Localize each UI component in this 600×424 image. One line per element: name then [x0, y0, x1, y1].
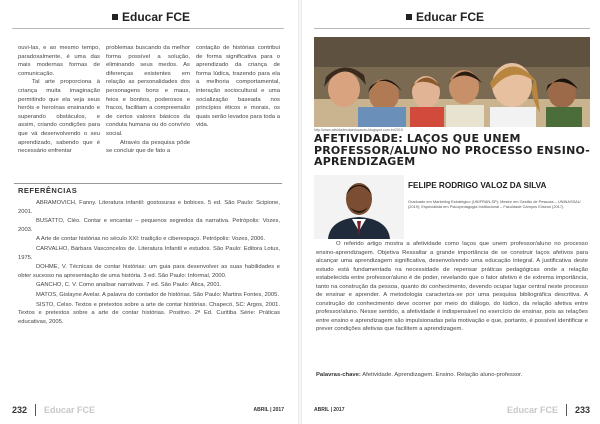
reference-item: BUSATTO, Cléo. Contar e encantar – pequenos segredos da narrativa. Petrópolis: Vozes, 2003. — [18, 218, 280, 233]
article-title: AFETIVIDADE: LAÇOS QUE UNEM PROFESSOR/ALUNO NO PROCESSO ENSINO-APRENDIZAGEM — [314, 132, 591, 168]
paragraph: ouvi-las, e ao mesmo tempo, paradoxalmente, é uma das mais modernas formas de comunicação. — [18, 45, 100, 77]
photo-caption: http://www.atividadesdaeducacao.blogspot.com.br/2015 — [314, 128, 403, 132]
left-footer — [12, 404, 284, 416]
students-illustration — [314, 37, 590, 127]
abstract — [316, 240, 588, 334]
page-number: 232 — [12, 405, 28, 415]
references-title: REFERÊNCIAS — [18, 186, 78, 195]
right-page — [302, 0, 600, 424]
reference-item: SISTO, Celso. Textos e pretextos sobre a arte de contar histórias. Chapecó, SC: Argos, 2001. Textos e pretextos sobre a arte de contar histórias. Positivo. 2ª Ed. Curitiba Série: Práticas educativas, 2005. — [18, 301, 280, 325]
classroom-photo — [314, 37, 590, 127]
keywords-line — [316, 372, 588, 378]
reference-item: ABRAMOVICH, Fanny. Literatura infantil: gostosuras e bobices. 5 ed. São Paulo: Scipione, 2001. — [18, 200, 280, 215]
column-1 — [18, 44, 100, 156]
reference-item: DOHME, V. Técnicas de contar histórias: um guia para desenvolver as suas habilidades e obter sucesso na apresentação de uma história. 3 ed. São Paulo: Informal, 2000. — [18, 264, 280, 279]
page-number: 233 — [574, 405, 590, 415]
left-page — [0, 0, 298, 424]
header-rule — [12, 28, 284, 29]
issue-date: ABRIL | 2017 — [314, 407, 345, 413]
issue-date: ABRIL | 2017 — [253, 407, 284, 413]
paragraph: problemas buscando da melhor forma possível a solução, eliminando seus medos. As diferenças existentes em relação as personalidades dos personagens bons e maus, feios e bonitos, poderosos e fracos, facilitam a compreensão de certos valores básicos da conduta humana ou do convívio social. — [106, 45, 190, 137]
footer-magazine-name: Educar FCE — [44, 405, 96, 415]
left-page-header — [112, 10, 190, 24]
paragraph: Tal arte proporciona à criança muita imaginação permitindo que ela veja seus heróis e heroínas ensinando e superando obstáculos, e assim, criando condições para que vá desenvolvendo o seu aprendizado, sabendo que é necessário enfrentar — [18, 79, 100, 155]
body-columns — [18, 44, 280, 156]
section-divider — [14, 183, 282, 184]
keywords-label: Palavras-chave: — [316, 372, 361, 378]
magazine-name: Educar FCE — [416, 10, 485, 24]
right-page-header — [406, 10, 484, 24]
square-bullet-icon — [112, 14, 118, 20]
reference-item: A Arte de contar histórias no século XXI: tradição e ciberespaço. Petrópolis: Vozes, 2006. — [36, 236, 266, 243]
paragraph: Através da pesquisa pôde se concluir que de fato a — [106, 139, 190, 155]
author-portrait-illustration — [314, 175, 404, 239]
author-name: FELIPE RODRIGO VALOZ DA SILVA — [408, 181, 547, 190]
reference-item: MATOS, Gislayne Avelar. A palavra do contador de histórias. São Paulo: Martins Fontes, 2005. — [36, 291, 279, 298]
references-list — [18, 199, 280, 327]
column-3 — [196, 44, 280, 156]
square-bullet-icon — [406, 14, 412, 20]
abstract-text: O referido artigo mostra a afetividade como laços que unem professor/aluno no processo ensino-aprendizagem. Objetiva Ressaltar a grande importância de se construir laços afetivos para alcançar uma aprendizagem significativa, desenvolvendo uma educação integral. A justificativa deste estudo está fundamentada na necessidade de repensar práticas pedagógicas onde a relação estabelecida entre professor/aluno é de poder, revelando que o fator afetivo é de extrema importância, tanto na construção da pessoa, quanto do conhecimento, devendo ocupar lugar central neste processo de ensinar e aprender. A metodologia caracteriza-se por uma pesquisa bibliográfica descritiva. A construção do conhecimento deve ocorrer por meio do diálogo, do lúdico, da relação afetiva entre professor/aluno. Nesse sentido, a afetividade é indispensável no exercício de ensinar, pois as relações entre ensino e aprendizagem são impulsionadas pela motivação e que, portanto, é possível identificar e prever condições afetivas que facilitem a aprendizagem. — [316, 241, 588, 332]
footer-divider — [35, 404, 36, 416]
header-rule — [314, 28, 590, 29]
author-photo — [314, 175, 404, 239]
paragraph: contação de histórias contribui de forma significativa para o aprendizado da criança de forma lúdica, trazendo para ela a melhoria comportamental, interação sociocultural e uma socialização baseada nos princípios éticos e morais, os quais serão levados para toda a vida. — [196, 45, 280, 129]
keywords-text: Afetividade. Aprendizagem. Ensino. Relação aluno-professor. — [362, 372, 523, 378]
right-footer — [314, 404, 590, 416]
author-bio: Graduado em Marketing Estratégico (UNIFRAN-SP); Mestre em Gestão de Pessoas – UNINASSAU (2019); Especialista em Psicopedagogia Institucional – Faculdade Campos Elíseos (2017). — [408, 199, 581, 209]
column-2 — [106, 44, 190, 156]
footer-magazine-name: Educar FCE — [506, 405, 558, 415]
footer-divider — [566, 404, 567, 416]
magazine-name: Educar FCE — [122, 10, 191, 24]
reference-item: CARVALHO, Bárbara Vasconcelos de. Literatura Infantil e estudos. São Paulo: Editora Lotus, 1975. — [18, 245, 280, 261]
reference-item: GANCHO, C. V. Como analisar narrativas. 7 ed. São Paulo: Ática, 2001. — [36, 282, 222, 289]
